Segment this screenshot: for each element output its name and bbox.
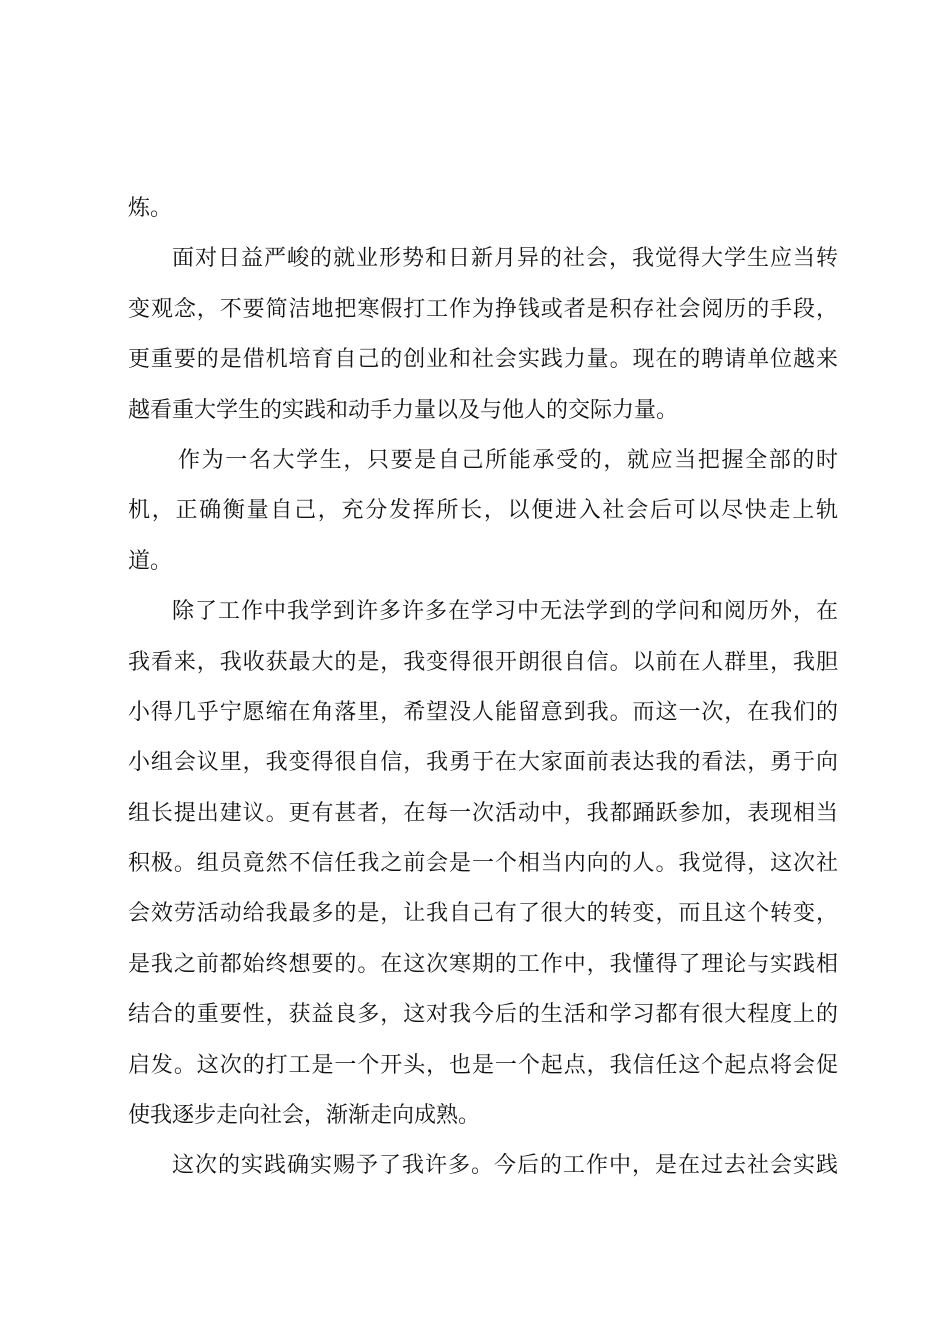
text-line: 组长提出建议。更有甚者，在每一次活动中，我都踊跃参加，表现相当 bbox=[128, 800, 838, 826]
text-line: 小得几乎宁愿缩在角落里，希望没人能留意到我。而这一次，在我们的 bbox=[128, 699, 838, 725]
text-line: 炼。 bbox=[128, 196, 173, 221]
text-line: 我看来，我收获最大的是，我变得很开朗很自信。以前在人群里，我胆 bbox=[128, 649, 838, 675]
text-line: 除了工作中我学到许多许多在学习中无法学到的学问和阅历外，在 bbox=[172, 599, 838, 625]
text-line: 这次的实践确实赐予了我许多。今后的工作中，是在过去社会实践 bbox=[172, 1153, 838, 1179]
document-body bbox=[128, 184, 838, 1192]
text-line: 积极。组员竟然不信任我之前会是一个相当内向的人。我觉得，这次社 bbox=[128, 851, 838, 877]
text-line: 变观念，不要简洁地把寒假打工作为挣钱或者是积存社会阅历的手段， bbox=[128, 296, 838, 322]
text-line: 机，正确衡量自己，充分发挥所长，以便进入社会后可以尽快走上轨 bbox=[128, 498, 838, 524]
text-line: 启发。这次的打工是一个开头，也是一个起点，我信任这个起点将会促 bbox=[128, 1052, 838, 1078]
text-line: 更重要的是借机培育自己的创业和社会实践力量。现在的聘请单位越来 bbox=[128, 347, 838, 373]
text-line: 是我之前都始终想要的。在这次寒期的工作中，我懂得了理论与实践相 bbox=[128, 951, 838, 977]
text-line: 结合的重要性，获益良多，这对我今后的生活和学习都有很大程度上的 bbox=[128, 1002, 838, 1028]
text-line: 越看重大学生的实践和动手力量以及与他人的交际力量。 bbox=[128, 397, 679, 423]
text-line: 使我逐步走向社会，渐渐走向成熟。 bbox=[128, 1103, 481, 1129]
text-line: 道。 bbox=[128, 548, 173, 574]
text-line: 面对日益严峻的就业形势和日新月异的社会，我觉得大学生应当转 bbox=[172, 246, 838, 272]
text-line: 会效劳活动给我最多的是，让我自己有了很大的转变，而且这个转变， bbox=[128, 901, 838, 927]
text-line: 小组会议里，我变得很自信，我勇于在大家面前表达我的看法，勇于向 bbox=[128, 750, 838, 776]
text-line: 作为一名大学生，只要是自己所能承受的，就应当把握全部的时 bbox=[178, 447, 838, 473]
